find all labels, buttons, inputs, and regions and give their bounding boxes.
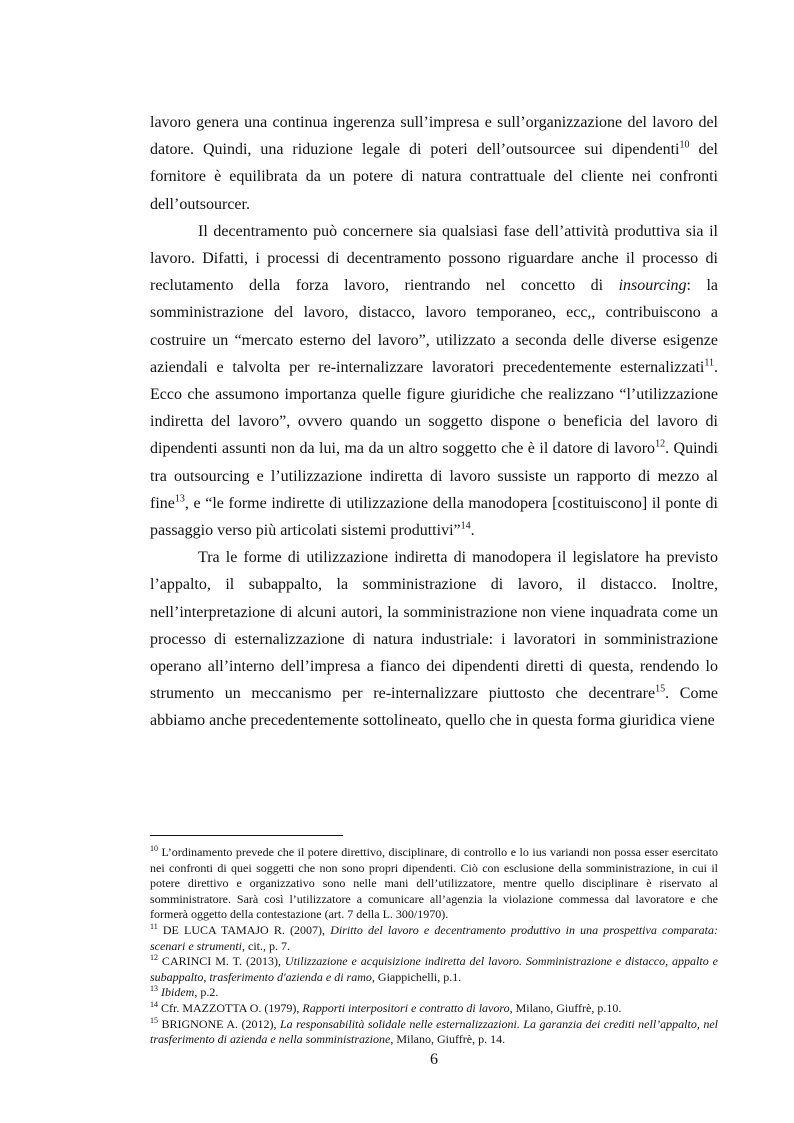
text-run: . Come abbiamo anche precedentemente sottolineato, quello che in questa forma giuridica viene: [150, 685, 719, 730]
footnotes: [150, 845, 718, 1048]
text-run: lavoro genera una continua ingerenza sull’impresa e sull’organizzazione del lavoro del datore. Quindi, una riduzione legale di poteri dell’outsourcee sui dipendenti: [150, 114, 718, 159]
footnote-marker: 15: [150, 1015, 158, 1025]
footnote-marker: 11: [704, 357, 714, 369]
footnote-marker: 13: [174, 493, 185, 505]
text-run: : la somministrazione del lavoro, distacco, lavoro temporaneo, ecc,, contribuiscono a costruire un “mercato esterno del lavoro”, utilizzato a seconda delle diverse esigenze aziendali e talvolta per re-internalizzare lavoratori precedentemente esternalizzati: [150, 277, 719, 376]
italic-text: La responsabilità solidale nelle esternalizzazioni. La garanzia dei crediti nell’appalto, nel trasferimento di azienda e nella somministrazione: [150, 1016, 718, 1047]
text-run: Il decentramento può concernere sia qualsiasi fase dell’attività produttiva sia il lavoro. Difatti, i processi di decentramento possono riguardare anche il processo di reclutamento della forza lavoro, rientrando nel concetto di: [150, 222, 718, 295]
text-run: DE LUCA TAMAJO R. (2007),: [157, 922, 331, 937]
footnote-marker: 10: [679, 139, 690, 151]
footnote-marker: 10: [150, 844, 158, 853]
text-run: , Giappichelli, p.1.: [371, 969, 462, 984]
text-run: L’ordinamento prevede che il potere direttivo, disciplinare, di controllo e lo ius variandi non possa esser esercitato nei confronti di quei soggetti che non sono propri dipendenti. Ciò con esclusione della somministrazione, in cui il potere direttivo e organizzativo sono nelle mani dell’utilizzatore, mentre quello disciplinare è riservato al somministratore. Sarà così l’utilizzatore a comunicare all’agenzia la violazione commessa dal lavoratore e che formerà oggetto della contestazione (art. 7 della L. 300/1970).: [150, 845, 718, 922]
text-run: CARINCI M. T. (2013),: [158, 954, 285, 969]
text-run: Cfr. MAZZOTTA O. (1979),: [158, 1000, 303, 1015]
footnote: [150, 923, 718, 954]
body-text: [150, 109, 718, 735]
text-run: del fornitore è equilibrata da un potere di natura contrattuale del cliente nei confronti dell’outsourcer.: [150, 141, 719, 213]
footnote: [150, 1017, 718, 1048]
italic-text: Diritto del lavoro e decentramento produttivo in una prospettiva comparata: scenari e strumenti: [150, 922, 718, 953]
text-run: . Ecco che assumono importanza quelle figure giuridiche che realizzano “l’utilizzazione indiretta del lavoro”, ovvero quando un soggetto dispone o beneficia del lavoro di dipendenti assunti non da lui, ma da un altro soggetto che è il datore di lavoro: [150, 358, 718, 458]
footnote-marker: 15: [655, 683, 666, 695]
paragraph: [150, 218, 718, 544]
paragraph: [150, 109, 718, 218]
text-run: , p.2.: [194, 985, 219, 1000]
footnote-marker: 12: [655, 439, 666, 451]
text-run: Tra le forme di utilizzazione indiretta di manodopera il legislatore ha previsto l’appalto, il subappalto, la somministrazione di lavoro, il distacco. Inoltre, nell’interpretazione di alcuni autori, la somministrazione non viene inquadrata come un processo di esternalizzazione di natura industriale: i lavoratori in somministrazione operano all’interno dell’impresa a fianco dei dipendenti diretti di questa, rendendo lo strumento un meccanismo per re-internalizzare piuttosto che decentrare: [150, 549, 718, 703]
text-run: , Milano, Giuffrè, p. 14.: [390, 1032, 506, 1047]
footnote-marker: 13: [150, 984, 158, 994]
footnote-marker: 14: [150, 999, 158, 1009]
footnote-marker: 11: [150, 921, 158, 931]
text-run: , cit., p. 7.: [242, 938, 290, 953]
italic-text: insourcing: [618, 277, 687, 295]
footnote: [150, 845, 718, 923]
italic-text: Rapporti interpositori e contratto di lavoro: [302, 1000, 510, 1015]
text-run: , Milano, Giuffrè, p.10.: [509, 1000, 622, 1015]
text-run: BRIGNONE A. (2012),: [158, 1016, 280, 1031]
footnote: [150, 954, 718, 985]
footnote-marker: 12: [150, 953, 158, 963]
page-number: 6: [430, 1051, 438, 1068]
footnote: [150, 1001, 718, 1017]
italic-text: Ibidem: [161, 985, 195, 1000]
italic-text: Utilizzazione e acquisizione indiretta del lavoro. Somministrazione e distacco, appalto e subappalto, trasferimento d'azienda e di ramo: [150, 954, 718, 984]
footnote-marker: 14: [460, 520, 471, 532]
paragraph: [150, 544, 718, 734]
text-run: , e “le forme indirette di utilizzazione della manodopera [costituiscono] il ponte di passaggio verso più articolati sistemi produttivi”: [150, 494, 718, 540]
text-run: . Quindi tra outsourcing e l’utilizzazione indiretta di lavoro sussiste un rapporto di mezzo al fine: [150, 440, 719, 512]
footnote-separator: [150, 835, 343, 836]
text-run: .: [470, 522, 475, 540]
footnote: [150, 985, 718, 1001]
